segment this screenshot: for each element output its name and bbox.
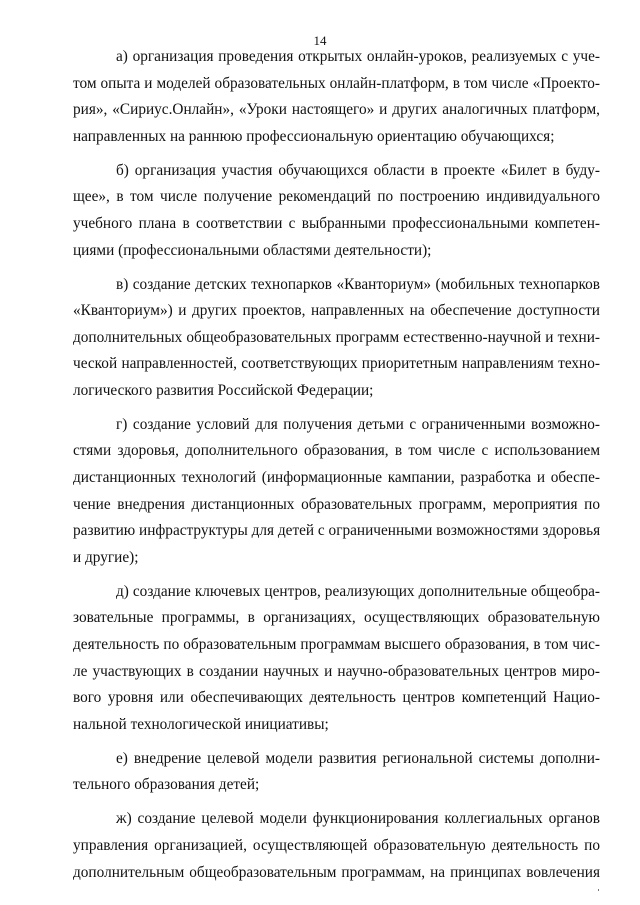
text-line: ж) создание целевой модели функционирования коллегиальных органов (116, 810, 600, 828)
text-line: е) внедрение целевой модели развития региональной системы дополни- (116, 749, 600, 767)
text-line: щее», в том числе получение рекомендаций по построению индивидуального (73, 188, 600, 206)
text-line: управления организацией, осуществляющей образовательную деятельность по (73, 836, 600, 854)
text-line: учебного плана в соответствии с выбранными профессиональными компетен- (73, 214, 600, 232)
paragraph-e (73, 746, 600, 799)
text-line: дистанционных технологий (информационные кампании, разработка и обеспе- (73, 469, 600, 487)
text-line: циями (профессиональными областями деятельности); (73, 241, 432, 259)
paragraph-v (73, 272, 600, 405)
text-line: дополнительным общеобразовательным программам, на принципах вовлечения (73, 863, 600, 881)
text-line: в) создание детских технопарков «Кванториум» (мобильных технопарков (116, 275, 600, 293)
text-line: б) организация участия обучающихся области в проекте «Билет в буду- (116, 161, 600, 179)
text-line: рия», «Сириус.Онлайн», «Уроки настоящего» и других аналогичных платформ, (73, 101, 600, 119)
paragraph-d (73, 579, 600, 739)
paragraph-g (73, 412, 600, 572)
text-line: тельного образования детей; (73, 776, 260, 794)
page-number: 14 (313, 33, 327, 48)
document-body (73, 44, 600, 886)
text-line: и другие); (73, 548, 139, 566)
text-line: г) создание условий для получения детьми с ограниченными возможно- (116, 415, 600, 433)
text-line: логического развития Российской Федерации; (73, 381, 374, 399)
text-line: д) создание ключевых центров, реализующих дополнительные общеобра- (116, 582, 600, 600)
text-line: «Кванториум») и других проектов, направленных на обеспечение доступности (73, 302, 600, 320)
text-line: а) организация проведения открытых онлайн-уроков, реализуемых с уче- (116, 48, 600, 65)
text-line: чение внедрения дистанционных образовательных программ, мероприятия по (73, 495, 600, 513)
paragraph-zh (73, 806, 600, 886)
paragraph-a (73, 44, 600, 150)
text-line: дополнительных общеобразовательных программ естественно-научной и техни- (73, 328, 600, 346)
scan-artifact (598, 889, 599, 891)
text-line: развитию инфраструктуры для детей с ограниченными возможностями здоровья (73, 522, 601, 540)
text-line: ле участвующих в создании научных и научно-образовательных центров миро- (73, 662, 600, 680)
text-line: том опыта и моделей образовательных онлайн-платформ, в том числе «Проекто- (73, 74, 600, 92)
text-line: деятельность по образовательным программам высшего образования, в том чис- (73, 636, 600, 654)
text-line: вого уровня или обеспечивающих деятельность центров компетенций Нацио- (73, 689, 600, 707)
text-line: нальной технологической инициативы; (73, 715, 329, 733)
paragraph-b (73, 158, 600, 264)
text-line: стями здоровья, дополнительного образования, в том числе с использованием (73, 442, 600, 460)
text-line: направленных на раннюю профессиональную ориентацию обучающихся; (73, 127, 555, 145)
text-line: зовательные программы, в организациях, осуществляющих образовательную (73, 609, 600, 627)
text-line: ческой направленностей, соответствующих приоритетным направлениям техно- (73, 355, 600, 373)
